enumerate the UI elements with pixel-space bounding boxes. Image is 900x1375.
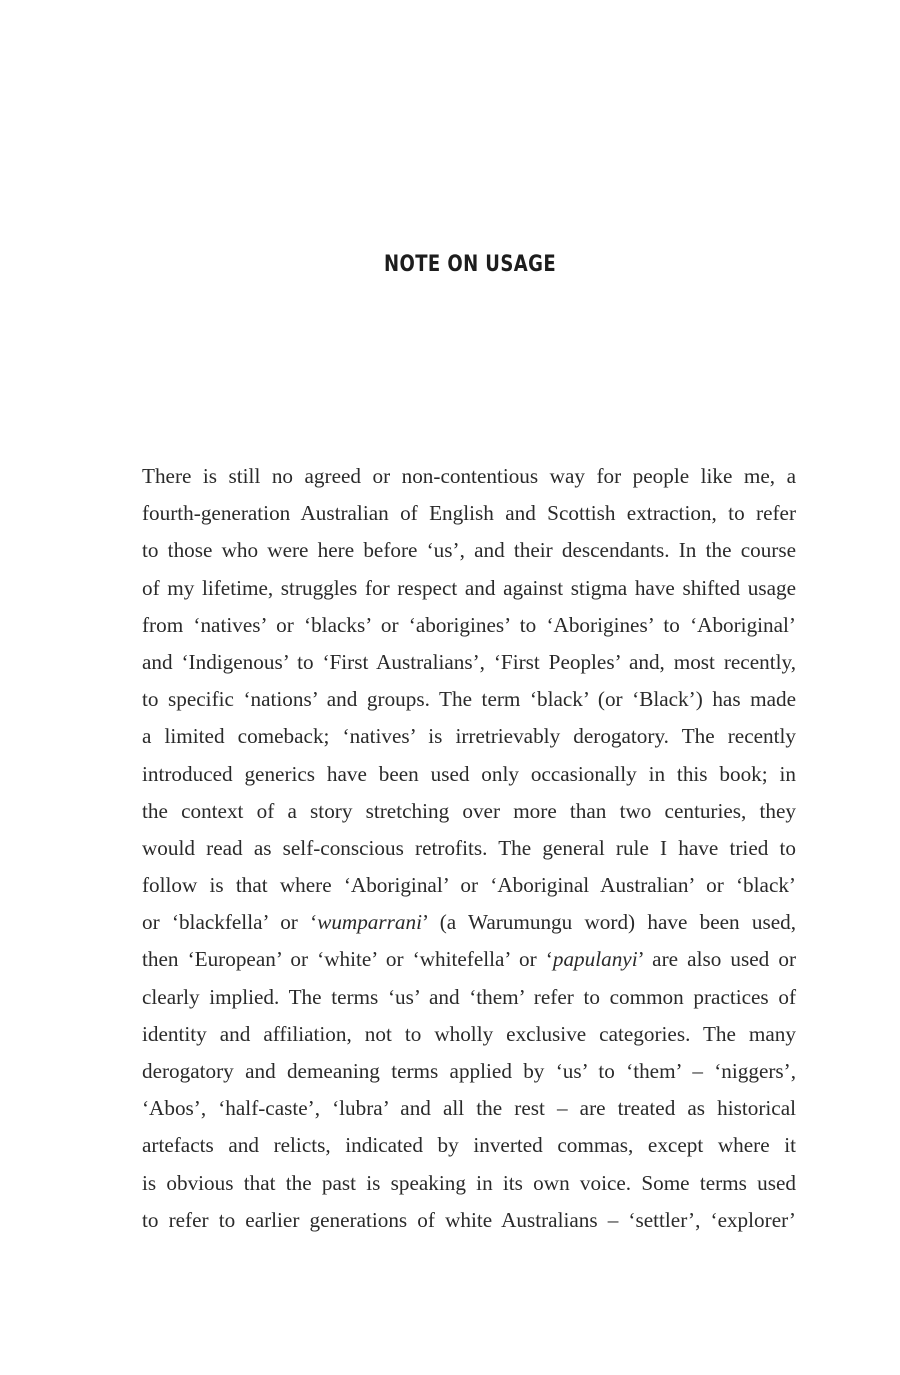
text-line-with-italic [142,941,796,978]
text-line: to refer to earlier generations of white Australians – ‘settler’, ‘explorer’ [142,1207,796,1232]
text-line: to those who were here before ‘us’, and their descendants. In the course [142,538,796,563]
text-line: derogatory and demeaning terms applied by ‘us’ to ‘them’ – ‘niggers’, [142,1059,796,1083]
text-line: There is still no agreed or non-contentious way for people like me, a [142,464,796,488]
page-title: NOTE ON USAGE [383,252,557,277]
text-segment: ’ (a Warumungu word) have been used, [421,910,796,935]
text-line: clearly implied. The terms ‘us’ and ‘them’ refer to common practices of [142,984,796,1009]
text-line: follow is that where ‘Aboriginal’ or ‘Aboriginal Australian’ or ‘black’ [142,873,796,898]
text-line: and ‘Indigenous’ to ‘First Australians’, ‘First Peoples’ and, most recently, [142,649,796,674]
text-line: is obvious that the past is speaking in its own voice. Some terms used [142,1170,796,1195]
text-line: from ‘natives’ or ‘blacks’ or ‘aborigines’ to ‘Aborigines’ to ‘Aboriginal’ [142,612,796,637]
text-segment: then ‘European’ or ‘white’ or ‘whitefella’ or ‘ [142,947,553,972]
italic-term: papulanyi [552,947,638,972]
text-line: the context of a story stretching over more than two centuries, they [142,798,796,823]
text-segment: or ‘blackfella’ or ‘ [142,910,318,935]
text-line: ‘Abos’, ‘half-caste’, ‘lubra’ and all the rest – are treated as historical [142,1096,796,1121]
italic-term: wumparrani [317,910,422,935]
text-line: fourth-generation Australian of English and Scottish extraction, to refer [142,501,796,526]
text-line: of my lifetime, struggles for respect and against stigma have shifted usage [142,575,796,600]
text-line: would read as self-conscious retrofits. The general rule I have tried to [142,835,796,860]
text-line: identity and affiliation, not to wholly exclusive categories. The many [142,1021,796,1046]
text-line: artefacts and relicts, indicated by inverted commas, except where it [142,1133,796,1158]
text-line: a limited comeback; ‘natives’ is irretrievably derogatory. The recently [142,724,796,749]
text-line-with-italic [142,904,796,941]
text-segment: ’ are also used or [637,947,796,972]
text-line: to specific ‘nations’ and groups. The term ‘black’ (or ‘Black’) has made [142,687,796,712]
text-line: introduced generics have been used only occasionally in this book; in [142,761,796,786]
body-paragraph [142,458,796,1239]
